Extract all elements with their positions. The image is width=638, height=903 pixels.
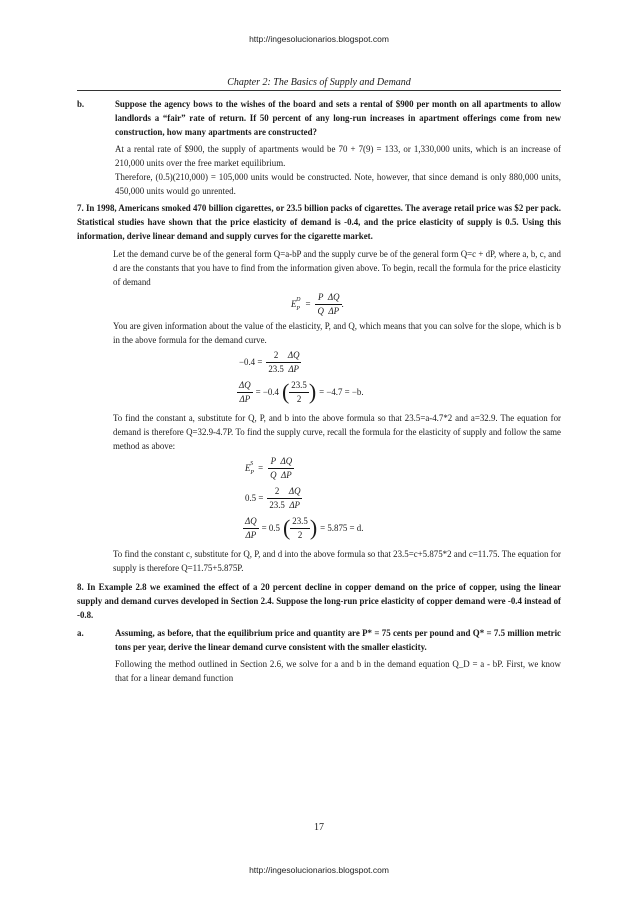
- source-url-bottom[interactable]: http://ingesolucionarios.blogspot.com: [249, 865, 389, 875]
- answer-paragraph: Following the method outlined in Section 2.6, we solve for a and b in the demand equation Q_D = a - bP. First, we know that for a linear demand function: [115, 659, 561, 683]
- question-8: 8. In Example 2.8 we examined the effect of a 20 percent decline in copper demand on the price of copper, using the linear supply and demand curves developed in Section 2.4. Suppose the long-run price elasticity of copper demand were -0.4 instead of -0.8.: [77, 582, 561, 620]
- question-8a: [77, 626, 561, 654]
- answer-paragraph: Let the demand curve be of the general form Q=a-bP and the supply curve be of the general form Q=c + dP, where a, b, c, and d are the constants that you have to find from the information given above. To begin, recall the formula for the price elasticity of demand: [113, 249, 561, 287]
- question-label: b.: [77, 99, 85, 109]
- question-text: Assuming, as before, that the equilibrium price and quantity are P* = 75 cents per pound and Q* = 7.5 million metric tons per year, derive the linear demand curve consistent with the smaller elasticity.: [115, 628, 561, 652]
- question-text: Suppose the agency bows to the wishes of the board and sets a rental of $900 per month on all apartments to allow landlords a “fair” rate of return. If 50 percent of any long-run increases in apartment offerings come from new construction, how many apartments are constructed?: [115, 99, 561, 137]
- equation-supply-elasticity: $E_P^S$ = $\frac{P}{Q}$ $\frac{\Delta Q}{\Delta P}$: [245, 455, 293, 480]
- answer-paragraph: To find the constant a, substitute for Q, P, and b into the above formula so that 23.5=a-4.7*2 and a=32.9. The equation for demand is therefore Q=32.9-4.7P. To find the supply curve, recall the formula for the elasticity of supply and follow the same method as above:: [113, 413, 561, 451]
- equation-supply-numeric: 0.5 = $\frac{2}{23.5}$ $\frac{\Delta Q}{\Delta P}$: [245, 485, 301, 510]
- answer-b: [115, 142, 561, 198]
- answer-8a: [115, 657, 561, 685]
- answer-paragraph: You are given information about the value of the elasticity, P, and Q, which means that you can solve for the slope, which is b in the above formula for the demand curve.: [113, 321, 561, 345]
- answer-7: [113, 247, 561, 575]
- header-rule: [77, 90, 561, 91]
- equation-demand-slope: $\frac{\Delta Q}{\Delta P}$ = −0.4 ( $\frac{23.5}{2}$ ) = −4.7 = −b.: [239, 379, 364, 404]
- answer-paragraph: Therefore, (0.5)(210,000) = 105,000 units would be constructed. Note, however, that since demand is only 880,000 units, 450,000 units would go unrented.: [115, 172, 561, 196]
- answer-paragraph: To find the constant c, substitute for Q, P, and d into the above formula so that 23.5=c+5.875*2 and c=11.75. The equation for supply is therefore Q=11.75+5.875P.: [113, 549, 561, 573]
- equation-supply-slope: $\frac{\Delta Q}{\Delta P}$ = 0.5 ( $\frac{23.5}{2}$ ) = 5.875 = d.: [245, 515, 364, 540]
- equation-demand-numeric: −0.4 = $\frac{2}{23.5}$ $\frac{\Delta Q}{\Delta P}$: [239, 349, 300, 374]
- question-b: [77, 97, 561, 139]
- source-url-top[interactable]: http://ingesolucionarios.blogspot.com: [249, 34, 389, 44]
- question-7: 7. In 1998, Americans smoked 470 billion cigarettes, or 23.5 billion packs of cigarettes. The average retail price was $2 per pack. Statistical studies have shown that the price elasticity of demand is -0.4, and the price elasticity of supply is 0.5. Using this information, derive linear demand and supply curves for the cigarette market.: [77, 203, 561, 241]
- page-number: 17: [314, 822, 324, 833]
- chapter-heading: Chapter 2: The Basics of Supply and Demand: [227, 77, 411, 88]
- page-content: [77, 97, 561, 685]
- equation-demand-elasticity: $E_P^D$ = $\frac{P}{Q}$ $\frac{\Delta Q}{\Delta P}$ .: [291, 291, 344, 316]
- question-label: a.: [77, 628, 84, 638]
- answer-paragraph: At a rental rate of $900, the supply of apartments would be 70 + 7(9) = 133, or 1,330,000 units, which is an increase of 210,000 units over the free market equilibrium.: [115, 144, 561, 168]
